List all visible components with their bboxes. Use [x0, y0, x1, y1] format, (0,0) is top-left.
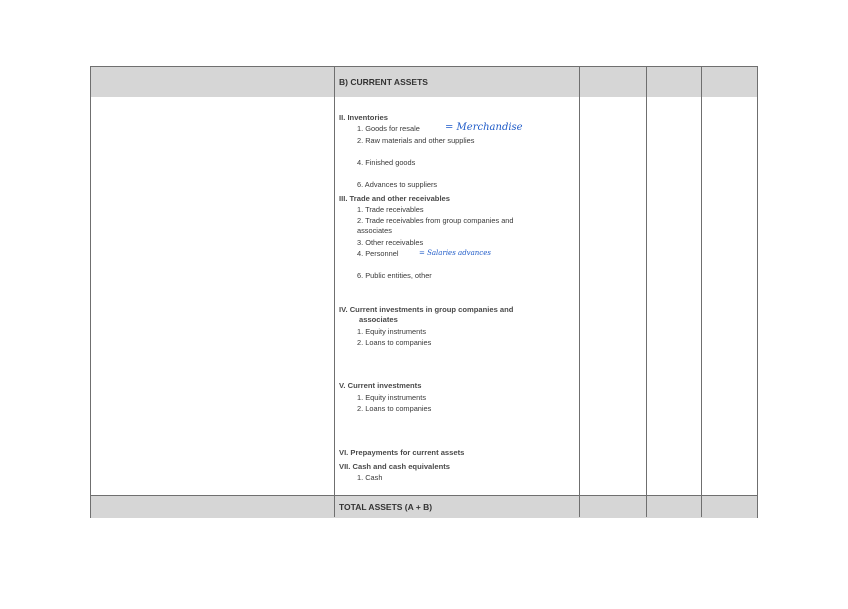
- column-divider: [579, 67, 580, 517]
- item-loans-companies: 2. Loans to companies: [357, 404, 432, 413]
- balance-sheet-table: [90, 66, 758, 518]
- item-trade-receivables-group: 2. Trade receivables from group companies and: [357, 216, 514, 225]
- heading-inventories: II. Inventories: [339, 113, 388, 122]
- item-loans-companies-group: 2. Loans to companies: [357, 338, 432, 347]
- header-row: [91, 67, 757, 98]
- item-cash: 1. Cash: [357, 473, 383, 482]
- body-row: [91, 97, 757, 495]
- item-equity-instruments: 1. Equity instruments: [357, 393, 427, 402]
- item-raw-materials: 2. Raw materials and other supplies: [357, 136, 475, 145]
- section-title: B) CURRENT ASSETS: [339, 77, 428, 87]
- handwritten-salaries-advances: = Salaries advances: [419, 249, 491, 257]
- heading-trade-receivables: III. Trade and other receivables: [339, 194, 450, 203]
- column-divider: [334, 67, 335, 517]
- column-divider: [701, 67, 702, 517]
- column-divider: [646, 67, 647, 517]
- heading-current-investments-group-cont: associates: [359, 315, 398, 324]
- item-trade-receivables-group-cont: associates: [357, 226, 392, 235]
- handwritten-merchandise: = Merchandise: [445, 122, 523, 133]
- item-trade-receivables: 1. Trade receivables: [357, 205, 424, 214]
- item-equity-instruments-group: 1. Equity instruments: [357, 327, 427, 336]
- heading-prepayments: VI. Prepayments for current assets: [339, 448, 465, 457]
- total-assets-label: TOTAL ASSETS (A + B): [339, 502, 433, 512]
- item-personnel: 4. Personnel: [357, 249, 399, 258]
- item-public-entities: 6. Public entities, other: [357, 271, 432, 280]
- total-row: [91, 495, 757, 518]
- item-finished-goods: 4. Finished goods: [357, 158, 416, 167]
- item-other-receivables: 3. Other receivables: [357, 238, 424, 247]
- item-goods-for-resale: 1. Goods for resale: [357, 124, 420, 133]
- item-advances-suppliers: 6. Advances to suppliers: [357, 180, 438, 189]
- heading-cash-equivalents: VII. Cash and cash equivalents: [339, 462, 450, 471]
- heading-current-investments: V. Current investments: [339, 381, 422, 390]
- heading-current-investments-group: IV. Current investments in group companies and: [339, 305, 514, 314]
